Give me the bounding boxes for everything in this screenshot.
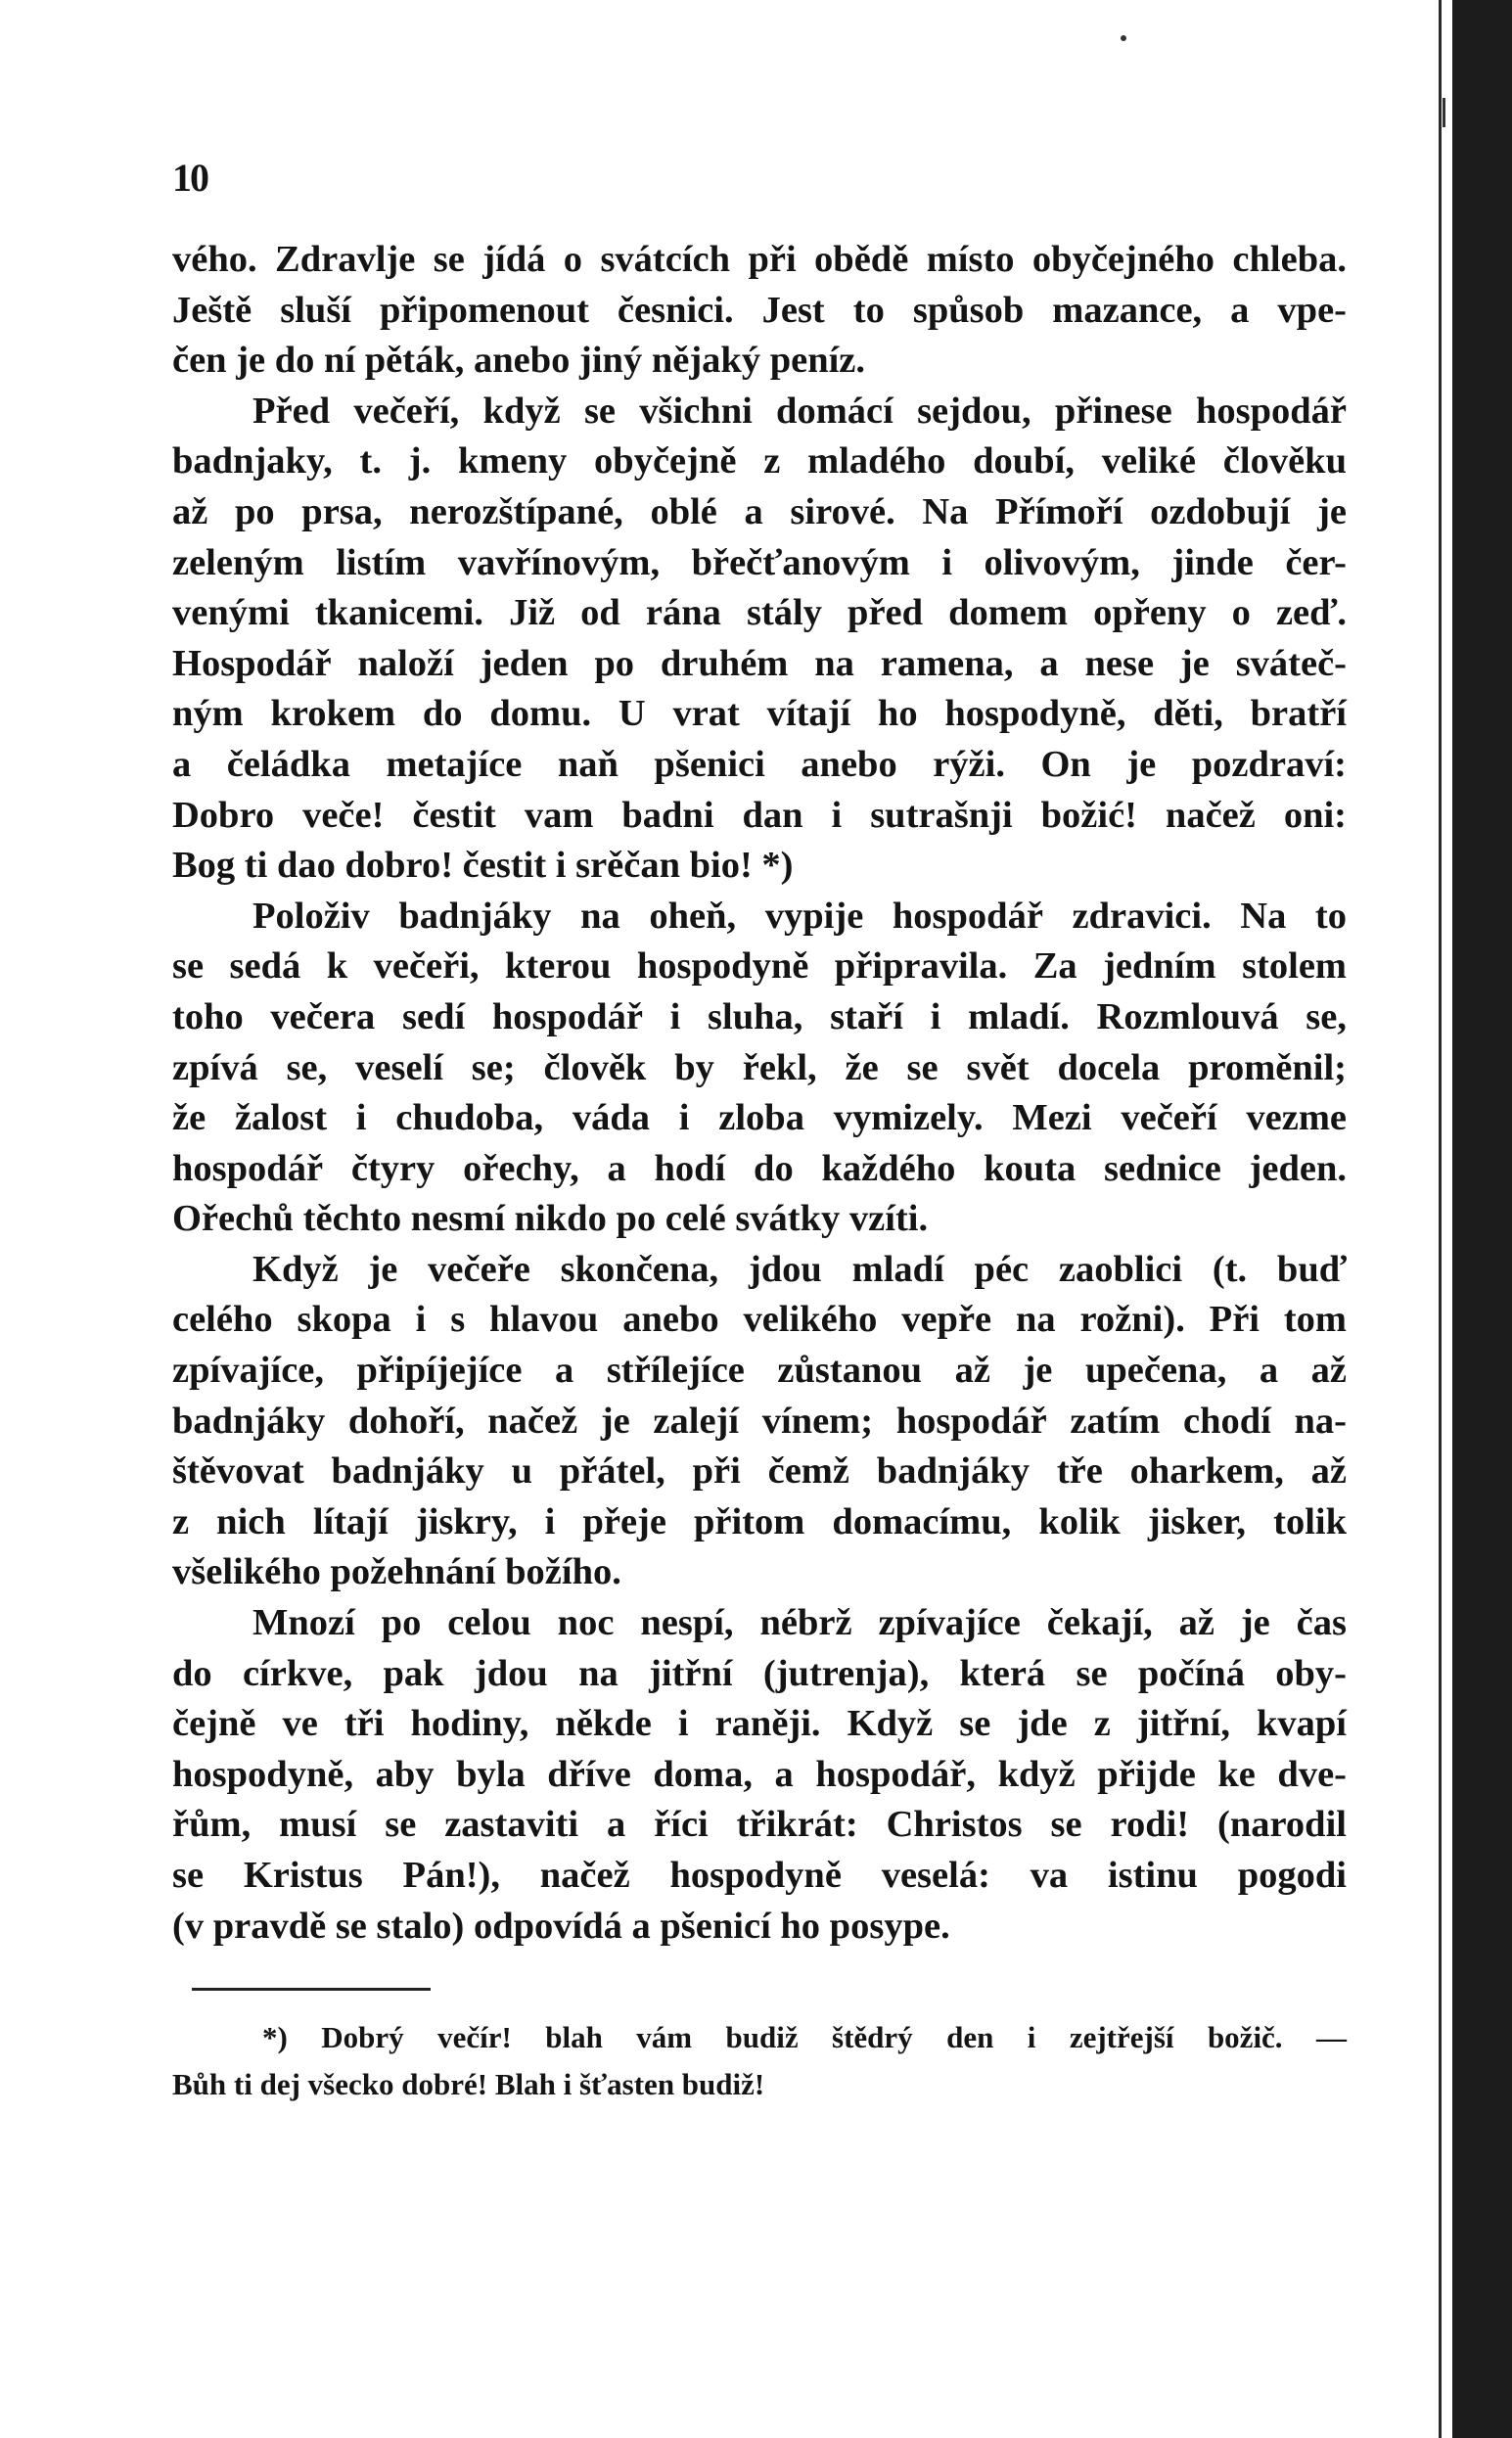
text-line: zpívá se, veselí se; člověk by řekl, že se svět docela proměnil;: [172, 1046, 1347, 1088]
text-line: Ještě sluší připomenout česnici. Jest to spůsob mazance, a vpe-: [172, 289, 1347, 331]
footnote-line: *) Dobrý večír! blah vám budiž štědrý den i zejtřejší božič. —: [262, 2020, 1347, 2054]
text-line: zpívajíce, připíjejíce a střílejíce zůstanou až je upečena, a až: [172, 1350, 1347, 1392]
footnote-divider: [192, 1988, 431, 1991]
text-line: řům, musí se zastaviti a říci třikrát: Christos se rodi! (narodil: [172, 1804, 1347, 1846]
text-line: vého. Zdravlje se jídá o svátcích při obědě místo obyčejného chleba.: [172, 239, 1347, 280]
text-line: a čeládka metajíce naň pšenici anebo rýži. On je pozdraví:: [172, 743, 1347, 785]
page-edge-line: [1439, 0, 1442, 2438]
text-line: čen je do ní pěták, anebo jiný nějaký peníz.: [172, 340, 866, 382]
text-line: štěvovat badnjáky u přátel, při čemž badnjáky tře oharkem, až: [172, 1450, 1347, 1493]
body-text: [172, 235, 1347, 1952]
text-line: Když je večeře skončena, jdou mladí péc zaoblici (t. buď: [252, 1248, 1347, 1290]
text-line: až po prsa, nerozštípané, oblé a sirové. Na Přímoří ozdobují je: [172, 490, 1347, 532]
page-edge: [1452, 0, 1512, 2438]
text-line: Mnozí po celou noc nespí, nébrž zpívajíce čekají, až je čas: [252, 1602, 1347, 1644]
text-line: zeleným listím vavřínovým, břečťanovým i olivovým, jinde čer-: [172, 541, 1347, 583]
text-line: se sedá k večeři, kterou hospodyně připravila. Za jedním stolem: [172, 945, 1347, 988]
text-line: z nich lítají jiskry, i přeje přitom domacímu, kolik jisker, tolik: [172, 1500, 1347, 1542]
text-line: hospodyně, aby byla dříve doma, a hospodář, když přijde ke dve-: [172, 1753, 1347, 1795]
footnote-line: Bůh ti dej všecko dobré! Blah i šťasten budiž!: [172, 2067, 765, 2101]
text-line: badnjáky dohoří, načež je zalejí vínem; hospodář zatím chodí na-: [172, 1400, 1347, 1442]
text-line: čejně ve tři hodiny, někde i raněji. Když se jde z jitřní, kvapí: [172, 1703, 1347, 1745]
speck: [1121, 35, 1126, 41]
text-line: celého skopa i s hlavou anebo velikého vepře na rožni). Při tom: [172, 1299, 1347, 1341]
text-line: Hospodář naloží jeden po druhém na ramena, a nese je sváteč-: [172, 642, 1347, 684]
text-line: venými tkanicemi. Již od rána stály před domem opřeny o zeď.: [172, 592, 1347, 634]
text-line: badnjaky, t. j. kmeny obyčejně z mladého doubí, veliké člověku: [172, 440, 1347, 483]
footnote: [172, 2014, 1347, 2108]
text-line: Položiv badnjáky na oheň, vypije hospodář zdravici. Na to: [252, 895, 1347, 937]
text-line: do církve, pak jdou na jitřní (jutrenja), která se počíná oby-: [172, 1652, 1347, 1694]
text-line: Bog ti dao dobro! čestit i srěčan bio! *): [172, 845, 794, 887]
text-line: hospodář čtyry ořechy, a hodí do každého kouta sednice jeden.: [172, 1147, 1347, 1189]
text-line: Ořechů těchto nesmí nikdo po celé svátky vzíti.: [172, 1198, 929, 1240]
speck: [1443, 98, 1445, 127]
page-number: 10: [172, 156, 207, 200]
text-line: že žalost i chudoba, váda i zloba vymizely. Mezi večeří vezme: [172, 1097, 1347, 1139]
text-line: Před večeří, když se všichni domácí sejdou, přinese hospodář: [252, 390, 1347, 432]
text-line: toho večera sedí hospodář i sluha, staří i mladí. Rozmlouvá se,: [172, 995, 1347, 1037]
text-line: se Kristus Pán!), načež hospodyně veselá: va istinu pogodi: [172, 1855, 1347, 1896]
text-line: Dobro veče! čestit vam badni dan i sutrašnji božić! načež oni:: [172, 794, 1347, 836]
text-line: všelikého požehnání božího.: [172, 1551, 621, 1593]
text-line: ným krokem do domu. U vrat vítají ho hospodyně, děti, bratří: [172, 693, 1347, 735]
text-line: (v pravdě se stalo) odpovídá a pšenicí ho posype.: [172, 1905, 950, 1947]
